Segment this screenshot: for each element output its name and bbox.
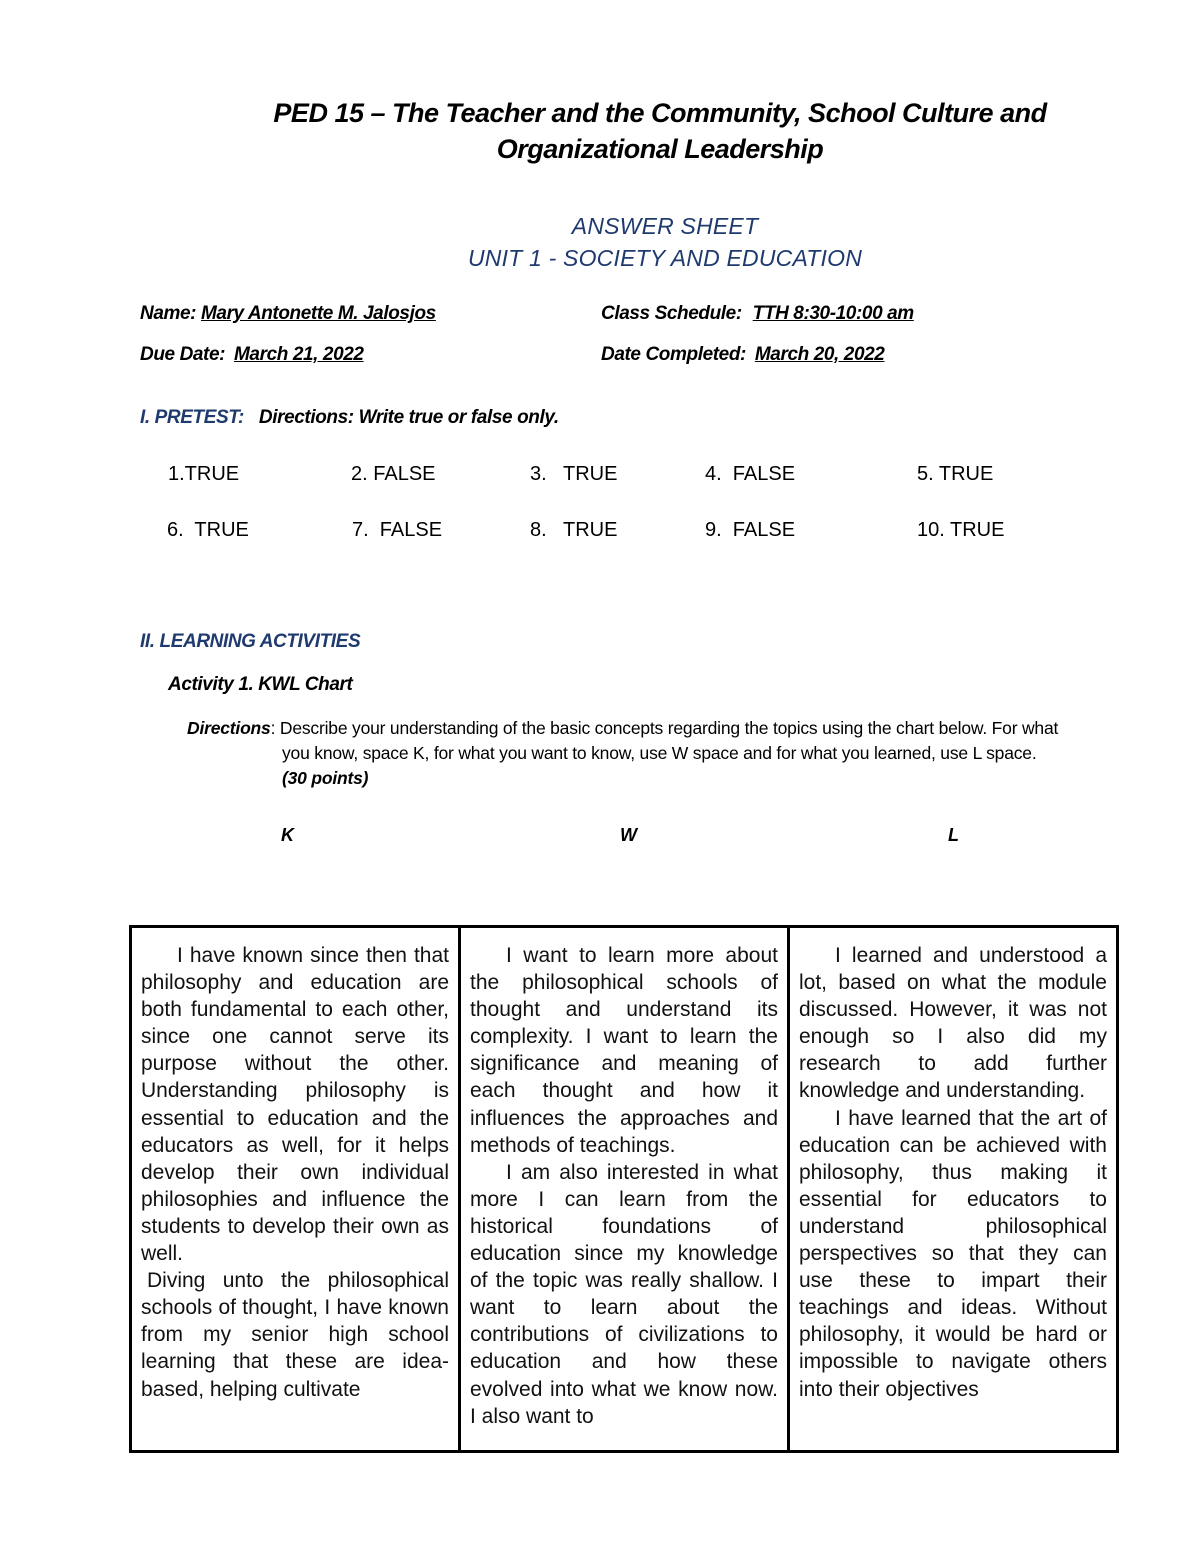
- class-schedule-label: Class Schedule:: [601, 303, 742, 324]
- pretest-answer-2: 2. FALSE: [351, 463, 436, 485]
- date-completed-row: [601, 344, 884, 366]
- pretest-answer-4: 4. FALSE: [705, 463, 796, 485]
- pretest-answer-10: 10. TRUE: [917, 519, 1005, 541]
- kwl-k-paragraph-1: I have known since then that philosophy and education are both fundamental to each other, since one cannot serve its purpose without the other. Understanding philosophy is essential to education and the educators as well, for it helps develop their own individual philosophies and influence the students to develop their own as well.: [141, 944, 449, 1266]
- document-title-line-1: PED 15 – The Teacher and the Community, School Culture and: [273, 98, 1047, 128]
- kwl-w-paragraph-1: I want to learn more about the philosophical schools of thought and understand its complexity. I want to learn the significance and meaning of each thought and how it influences the approaches and methods of teachings.: [470, 944, 778, 1157]
- pretest-answer-9: 9. FALSE: [705, 519, 796, 541]
- learning-activities-heading: II. LEARNING ACTIVITIES: [140, 631, 361, 652]
- due-date-value: March 21, 2022: [233, 344, 364, 365]
- document-title: [180, 95, 1140, 167]
- due-date-label: Due Date:: [140, 344, 226, 365]
- class-schedule-row: [601, 303, 914, 325]
- kwl-w-paragraph-2: I am also interested in what more I can learn from the historical foundations of education since my knowledge of the topic was really shallow. I want to learn about the contributions of civilizations to education and how these evolved into what we know now. I also want to: [470, 1160, 778, 1428]
- pretest-answer-3: 3. TRUE: [530, 463, 618, 485]
- class-schedule-value: TTH 8:30-10:00 am: [752, 303, 914, 324]
- name-value: Mary Antonette M. Jalosjos: [200, 303, 436, 324]
- pretest-heading: I. PRETEST:: [140, 407, 244, 428]
- pretest-directions: Directions: Write true or false only.: [258, 407, 559, 428]
- kwl-column-l: [787, 928, 1116, 1450]
- kwl-column-w: [458, 928, 787, 1450]
- pretest-answer-5: 5. TRUE: [917, 463, 994, 485]
- activity-title: Activity 1. KWL Chart: [168, 674, 353, 695]
- activity-directions: [187, 716, 1117, 791]
- pretest-answer-8: 8. TRUE: [530, 519, 618, 541]
- kwl-header-k: K: [281, 825, 294, 845]
- points-label: (30 points): [282, 768, 369, 788]
- unit-title: UNIT 1 - SOCIETY AND EDUCATION: [467, 245, 863, 271]
- kwl-column-k: [132, 928, 458, 1450]
- kwl-header-l: L: [948, 825, 959, 845]
- pretest-answer-6: 6. TRUE: [167, 519, 249, 541]
- kwl-l-paragraph-1: I learned and understood a lot, based on what the module discussed. However, it was not enough so I also did my research to add further knowledge and understanding.: [799, 944, 1107, 1103]
- directions-line-1: : Describe your understanding of the basic concepts regarding the topics using the chart below. For what: [270, 718, 1059, 738]
- pretest-heading-row: [140, 407, 559, 429]
- answer-sheet-label: ANSWER SHEET: [571, 213, 759, 239]
- document-title-line-2: Organizational Leadership: [496, 134, 824, 164]
- directions-line-2: you know, space K, for what you want to know, use W space and for what you learned, use L space.: [282, 743, 1037, 763]
- name-label: Name:: [140, 303, 197, 324]
- pretest-answer-7: 7. FALSE: [352, 519, 443, 541]
- name-row: [140, 303, 436, 325]
- date-completed-label: Date Completed:: [601, 344, 746, 365]
- date-completed-value: March 20, 2022: [754, 344, 885, 365]
- kwl-header-w: W: [620, 825, 637, 845]
- pretest-answer-1: 1.TRUE: [168, 463, 240, 485]
- kwl-k-paragraph-2: Diving unto the philosophical schools of thought, I have known from my senior high school learning that these are idea-based, helping cultivate: [141, 1269, 449, 1401]
- kwl-chart-table: [129, 925, 1119, 1453]
- kwl-l-paragraph-2: I have learned that the art of education can be achieved with philosophy, thus making it essential for educators to understand philosophical perspectives so that they can use these to impart their teachings and ideas. Without philosophy, it would be hard or impossible to navigate others into their objectives: [799, 1106, 1107, 1401]
- due-date-row: [140, 344, 364, 366]
- directions-label: Directions: [187, 718, 271, 738]
